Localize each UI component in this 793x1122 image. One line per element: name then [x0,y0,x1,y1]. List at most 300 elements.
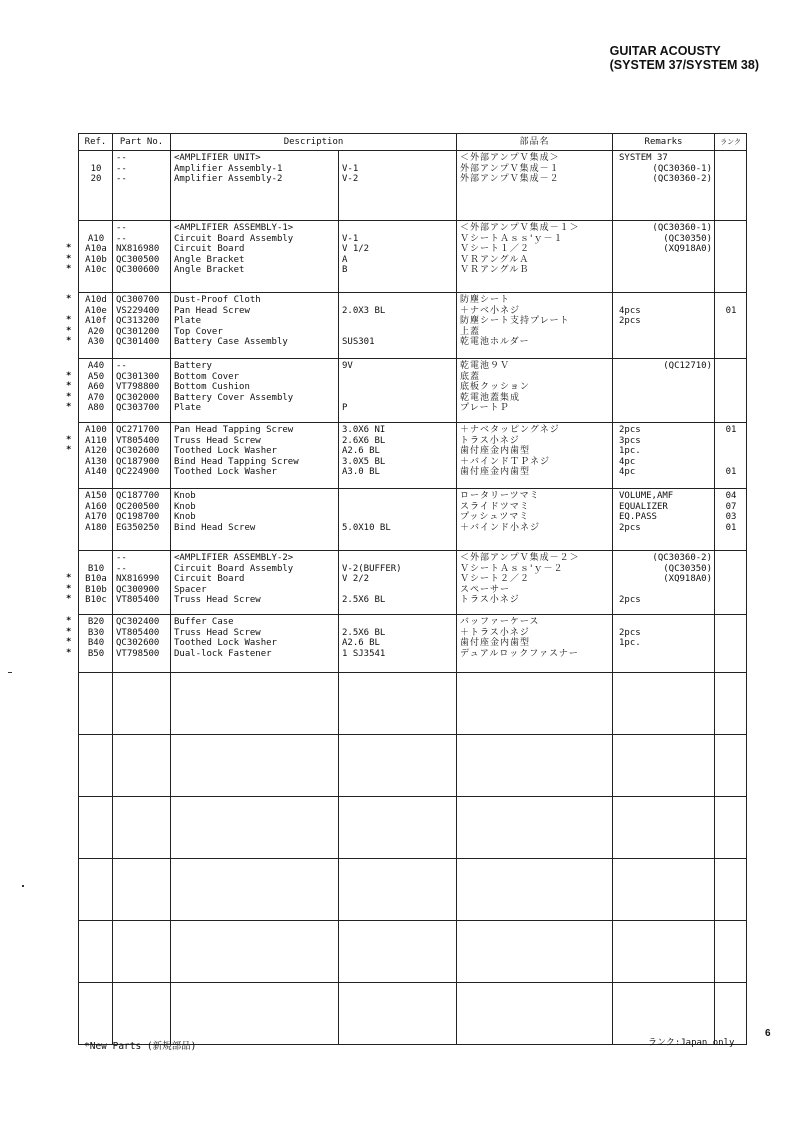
cell-line: A10f [85,316,107,326]
cell-line: A160 [85,501,107,512]
cell-line: ＋バインドＴＰネジ [460,456,551,467]
cell-line: ロータリーツマミ [460,491,540,501]
cell-line: Angle Bracket [174,265,245,275]
cell-line [718,255,744,266]
cell-line: A20 [87,326,105,337]
cell-line: EG350250 [116,522,160,533]
cell-line [718,337,744,348]
cell-line: トラス小ネジ [460,595,520,605]
cell-line: 2pcs [619,425,641,435]
cell-line: トラス小ネジ [460,435,520,446]
cell-line: デュアルロックファスナー [460,648,579,659]
description-cell [171,615,339,673]
cell-line [619,585,712,596]
cell-line: 外部アンプＶ集成－２ [460,174,560,184]
cell-line: ＋ナベタッピングネジ [460,425,560,435]
remarks-cell [613,551,715,615]
cell-line: Battery Cover Assembly [174,392,294,403]
part-number-cell [113,423,171,489]
cell-line: Bind Head Tapping Screw [174,456,299,467]
parts-group-row [79,221,747,293]
cell-line: Dual-lock Fastener [174,648,272,659]
rank-cell [715,423,747,489]
cell-line [619,393,712,404]
cell-line: 01 [725,425,737,435]
cell-line: -- [116,174,127,184]
cell-line [342,295,454,306]
cell-line: プレートＰ [460,403,510,413]
cell-line: (QC30350) [663,563,713,574]
col-description-header: Description [171,134,457,151]
cell-line: A30 [87,337,105,347]
empty-cell [457,797,613,859]
empty-cell [79,859,113,921]
cell-line [342,327,454,338]
cell-line: A80 [87,403,105,413]
cell-line: A140 [85,467,107,477]
cell-line: B10 [87,563,105,574]
new-part-marker: * [66,315,72,325]
cell-line: V 1/2 [342,244,370,254]
parts-group-row [79,615,747,673]
cell-line: A180 [85,522,107,533]
cell-line: QC200500 [116,501,160,512]
spec-cell [339,551,457,615]
new-part-marker: * [66,626,72,637]
cell-line: QC301400 [116,337,160,347]
cell-line: A100 [85,425,107,435]
cell-line: Circuit Board Assembly [174,563,294,574]
cell-line [342,382,454,393]
cell-line: EQUALIZER [619,501,668,512]
cell-line: A40 [87,361,105,371]
cell-line: B40 [87,638,105,648]
cell-line: A3.0 BL [342,467,380,477]
cell-line: -- [116,361,127,371]
cell-line [718,265,744,276]
cell-line: QC300600 [116,265,160,275]
japanese-name-cell [457,615,613,673]
cell-line: VT798500 [116,648,160,659]
new-part-marker: * [66,616,72,626]
cell-line: A150 [85,491,107,501]
cell-line [342,372,454,383]
cell-line: Angle Bracket [174,254,245,265]
empty-row [79,735,747,797]
rank-cell [715,151,747,221]
cell-line [619,265,712,276]
cell-line [718,585,744,596]
cell-line [619,649,712,660]
cell-line [619,403,712,414]
new-part-marker: * [66,594,72,604]
cell-line: <AMPLIFIER ASSEMBLY-2> [174,553,294,563]
cell-line: 20 [90,174,102,184]
japanese-name-cell [457,221,613,293]
japanese-name-cell [457,551,613,615]
cell-line: QC187900 [116,456,160,467]
description-cell [171,551,339,615]
cell-line: Dust-Proof Cloth [174,295,261,305]
cell-line: A10b [85,254,107,265]
empty-cell [613,735,715,797]
cell-line: (QC30350) [663,233,713,244]
cell-line: VT805400 [116,435,160,446]
cell-line [718,234,744,245]
cell-line: Circuit Board [174,574,245,584]
new-part-marker: * [66,381,72,391]
japanese-name-cell [457,423,613,489]
cell-line: 2.6X6 BL [342,435,386,446]
cell-line: A2.6 BL [342,446,380,456]
cell-line: B30 [87,627,105,638]
scan-speck [22,885,24,887]
cell-line [718,436,744,447]
cell-line [619,617,712,628]
cell-line [718,372,744,383]
cell-line: Toothed Lock Washer [174,446,277,456]
spec-cell [339,615,457,673]
empty-cell [113,859,171,921]
cell-line: V-2(BUFFER) [342,563,402,574]
empty-cell [715,673,747,735]
cell-line: 外部アンプＶ集成－１ [460,163,560,174]
empty-cell [715,797,747,859]
col-ref-header: Ref. [79,134,113,151]
cell-line: A10 [87,233,105,244]
spec-cell [339,423,457,489]
cell-line: 防塵シート [460,295,511,305]
part-number-cell [113,293,171,359]
empty-cell [339,797,457,859]
empty-cell [113,673,171,735]
cell-line [718,617,744,628]
cell-line: Knob [174,491,196,501]
empty-cell [715,921,747,983]
empty-cell [171,859,339,921]
cell-line: Truss Head Screw [174,595,261,605]
parts-group-row [79,423,747,489]
cell-line: A70 [87,392,105,403]
cell-line: 底板クッション [460,382,530,392]
cell-line [718,403,744,414]
cell-line: Ｖシート２／２ [460,574,531,584]
empty-cell [171,673,339,735]
col-remarks-header: Remarks [613,134,715,151]
document-subtitle: (SYSTEM 37/SYSTEM 38) [609,58,759,72]
cell-line: ＶＲアングルＢ [460,265,530,275]
new-part-marker: * [66,583,72,594]
description-cell [171,293,339,359]
cell-line: 乾電池蓋集成 [460,392,521,403]
cell-line: 04 [725,491,737,501]
part-number-cell [113,221,171,293]
empty-row [79,859,747,921]
cell-line: Plate [174,316,202,326]
remarks-cell [613,293,715,359]
new-part-marker: * [66,370,72,381]
japanese-name-cell [457,489,613,551]
new-part-marker: * [66,434,72,445]
cell-line [619,337,712,348]
remarks-cell [613,221,715,293]
new-part-marker: * [66,647,72,658]
cell-line: QC303700 [116,403,160,413]
document-title: GUITAR ACOUSTY [609,44,721,58]
cell-line [718,327,744,338]
empty-cell [457,983,613,1045]
cell-line: A10c [85,265,107,275]
spec-cell [339,359,457,423]
empty-cell [339,859,457,921]
cell-line: Bottom Cover [174,371,240,382]
empty-row [79,673,747,735]
ref-cell [79,615,113,673]
spec-cell [339,489,457,551]
cell-line [718,153,744,164]
scan-speck [8,672,12,673]
cell-line: Ｖシート１／２ [460,244,531,254]
cell-line: 底蓋 [460,371,481,382]
cell-line [619,327,712,338]
cell-line: A120 [85,446,107,456]
empty-cell [339,735,457,797]
cell-line: 9V [342,361,353,371]
part-number-cell [113,151,171,221]
cell-line: ＜外部アンプＶ集成＞ [460,153,560,163]
cell-line: NX816980 [116,244,160,254]
new-part-marker: * [66,573,72,583]
cell-line: V 2/2 [342,574,370,584]
empty-cell [339,673,457,735]
cell-line: B10a [85,574,107,584]
cell-line: (QC30360-2) [652,553,713,563]
spec-cell [339,293,457,359]
cell-line: NX816990 [116,574,160,584]
remarks-cell [613,151,715,221]
cell-line: Top Cover [174,326,223,337]
empty-cell [79,735,113,797]
cell-line: -- [116,163,127,174]
parts-group-row [79,489,747,551]
cell-line: (XQ918A0) [663,574,713,584]
cell-line: VT805400 [116,627,160,638]
cell-line: 1pc. [619,638,641,648]
cell-line: 上蓋 [460,326,481,337]
cell-line: QC187700 [116,491,160,501]
cell-line: (QC12710) [663,361,713,371]
cell-line: VS229400 [116,305,160,316]
empty-cell [171,921,339,983]
new-part-marker: * [66,445,72,455]
cell-line: VT798800 [116,382,160,392]
ref-cell [79,423,113,489]
cell-line [619,295,712,306]
new-part-marker: * [66,294,72,304]
new-part-marker: * [66,253,72,264]
cell-line: -- [116,563,127,574]
cell-line: VT805400 [116,595,160,605]
cell-line: 10 [90,163,102,174]
document-header [610,44,759,72]
new-part-marker: * [66,637,72,647]
cell-line [619,372,712,383]
cell-line: -- [116,553,127,563]
empty-cell [457,673,613,735]
cell-line: Toothed Lock Washer [174,638,277,648]
remarks-cell [613,423,715,489]
cell-line: Circuit Board Assembly [174,233,294,244]
cell-line [82,153,110,164]
cell-line: SYSTEM 37 [619,153,668,163]
cell-line: EQ.PASS [619,512,657,522]
cell-line [342,512,454,523]
empty-cell [171,797,339,859]
empty-cell [113,983,171,1045]
cell-line: A10a [85,244,107,254]
cell-line: ＶＲアングルＡ [460,254,530,265]
cell-line: A130 [85,456,107,467]
remarks-cell [613,489,715,551]
cell-line [718,595,744,606]
cell-line: QC300900 [116,584,160,595]
japanese-name-cell [457,359,613,423]
cell-line: (QC30360-1) [652,223,713,233]
cell-line [718,382,744,393]
cell-line: 01 [725,305,737,316]
cell-line: QC302400 [116,617,160,627]
cell-line: A60 [87,382,105,392]
part-number-cell [113,551,171,615]
cell-line [718,295,744,306]
part-number-cell [113,489,171,551]
cell-line [718,564,744,575]
cell-line: 2pcs [619,316,641,326]
cell-line [342,502,454,513]
cell-line [619,382,712,393]
empty-cell [113,797,171,859]
cell-line: A2.6 BL [342,638,380,648]
cell-line: 4pcs [619,305,641,316]
empty-cell [715,859,747,921]
cell-line: 3pcs [619,435,641,446]
rank-cell [715,293,747,359]
empty-cell [339,983,457,1045]
cell-line: ＜外部アンプＶ集成－２＞ [460,553,580,563]
cell-line: 3.0X5 BL [342,456,386,467]
rank-cell [715,551,747,615]
col-japanese-name-header: 部品名 [457,134,613,151]
cell-line: 乾電池９Ｖ [460,361,511,371]
cell-line [718,553,744,564]
new-part-marker: * [66,336,72,346]
description-cell [171,489,339,551]
new-part-marker: * [66,325,72,336]
cell-line: Pan Head Screw [174,305,250,316]
cell-line [718,457,744,468]
cell-line: 2pcs [619,522,641,533]
cell-line: Pan Head Tapping Screw [174,425,294,435]
cell-line: プッシュツマミ [460,512,530,522]
cell-line [342,316,454,327]
cell-line [82,553,110,564]
description-cell [171,359,339,423]
cell-line [718,223,744,234]
cell-line [342,585,454,596]
ref-cell [79,551,113,615]
empty-cell [339,921,457,983]
description-cell [171,423,339,489]
cell-line: V-2 [342,174,359,184]
cell-line: (QC30360-2) [652,174,713,184]
remarks-cell [613,615,715,673]
empty-row [79,983,747,1045]
cell-line: P [342,403,348,413]
rank-cell [715,359,747,423]
cell-line [619,255,712,266]
cell-line: 2.0X3 BL [342,305,386,316]
cell-line [342,153,454,164]
ref-cell [79,489,113,551]
cell-line [718,164,744,175]
new-part-marker: * [66,402,72,412]
cell-line: A10d [85,295,107,305]
empty-cell [715,735,747,797]
cell-line: QC300700 [116,295,160,305]
cell-line: Knob [174,512,196,522]
cell-line: ＜外部アンプＶ集成－１＞ [460,223,580,233]
cell-line: A170 [85,512,107,522]
empty-cell [613,673,715,735]
col-part-header: Part No. [113,134,171,151]
cell-line [342,617,454,628]
cell-line: 1 SJ3541 [342,648,386,659]
cell-line: B10b [85,584,107,595]
cell-line: 歯付座金内歯型 [460,446,531,456]
cell-line: B10c [85,595,107,605]
cell-line: <AMPLIFIER UNIT> [174,153,261,163]
cell-line: (XQ918A0) [663,244,713,254]
cell-line: ＋トラス小ネジ [460,627,530,638]
empty-cell [79,797,113,859]
empty-row [79,921,747,983]
japanese-name-cell [457,293,613,359]
cell-line: 3.0X6 NI [342,425,386,435]
remarks-cell [613,359,715,423]
cell-line [718,649,744,660]
cell-line: B50 [87,648,105,659]
cell-line: 4pc [619,467,636,477]
cell-line: Battery Case Assembly [174,337,288,347]
cell-line: -- [116,153,127,163]
cell-line: Battery [174,361,212,371]
cell-line [718,446,744,457]
cell-line: 2.5X6 BL [342,595,386,605]
rank-cell [715,615,747,673]
cell-line: QC300500 [116,254,160,265]
cell-line [718,361,744,372]
cell-line: 1pc. [619,446,641,456]
cell-line: 歯付座金内歯型 [460,638,531,648]
new-parts-legend: *New Parts (新規部品) [84,1041,197,1052]
cell-line: 5.0X10 BL [342,522,391,533]
cell-line: QC302000 [116,392,160,403]
empty-cell [79,921,113,983]
empty-row [79,797,747,859]
empty-cell [79,673,113,735]
cell-line: <AMPLIFIER ASSEMBLY-1> [174,223,294,233]
parts-group-row [79,151,747,221]
